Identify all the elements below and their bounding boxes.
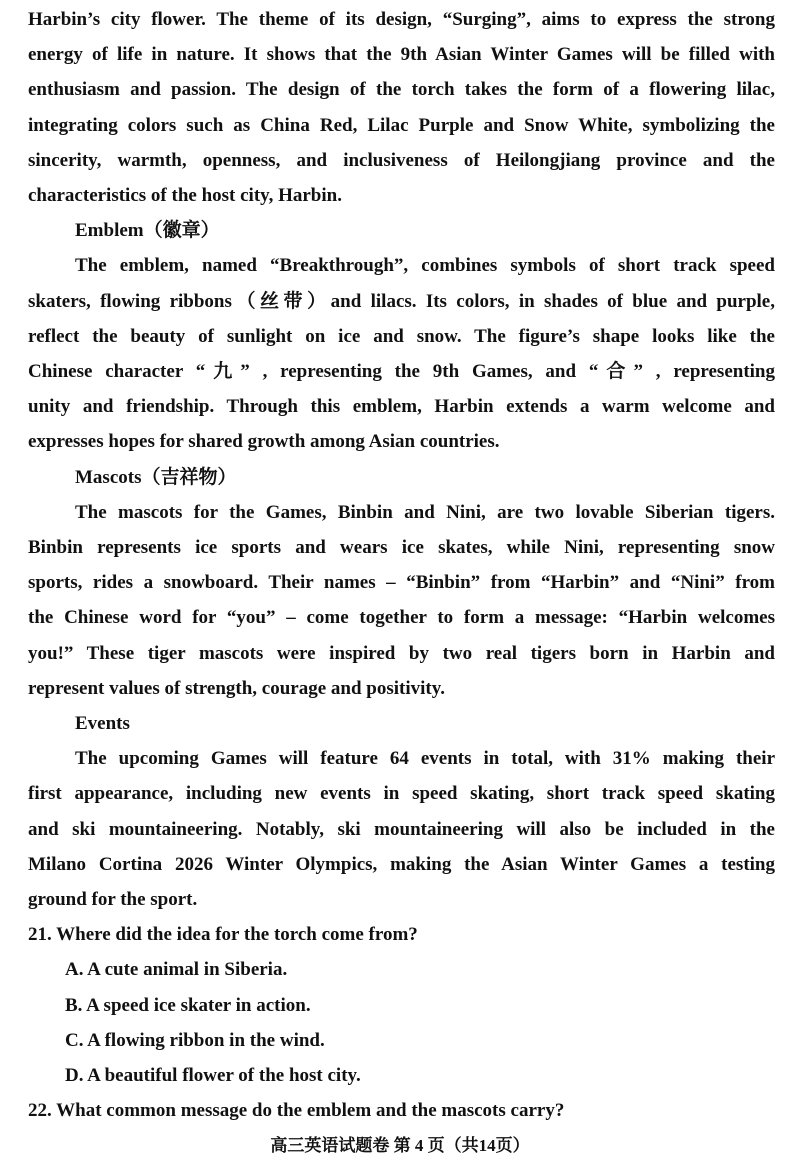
- question-text: 22. What common message do the emblem and the mascots carry?: [28, 1100, 565, 1122]
- page-footer: 高三英语试题卷 第 4 页（共14页）: [270, 1136, 530, 1155]
- paragraph-line: expresses hopes for shared growth among Asian countries.: [28, 431, 500, 453]
- paragraph-line: The emblem, named “Breakthrough”, combines symbols of short track speed: [75, 255, 775, 277]
- paragraph-line: skaters, flowing ribbons（丝带）and lilacs. Its colors, in shades of blue and purple,: [28, 290, 775, 312]
- paragraph-line: energy of life in nature. It shows that the 9th Asian Winter Games will be filled with: [28, 44, 775, 66]
- paragraph-line: The mascots for the Games, Binbin and Nini, are two lovable Siberian tigers.: [75, 501, 775, 523]
- paragraph-line: Binbin represents ice sports and wears ice skates, while Nini, representing snow: [28, 537, 775, 558]
- answer-option: C. A flowing ribbon in the wind.: [65, 1029, 325, 1051]
- paragraph-line: first appearance, including new events in speed skating, short track speed skating: [28, 783, 775, 805]
- answer-option: D. A beautiful flower of the host city.: [65, 1065, 361, 1086]
- paragraph-line: Harbin’s city flower. The theme of its design, “Surging”, aims to express the strong: [28, 9, 775, 30]
- paragraph-line: characteristics of the host city, Harbin.: [28, 185, 342, 206]
- paragraph-line: you!” These tiger mascots were inspired by two real tigers born in Harbin and: [28, 642, 775, 664]
- answer-option: A. A cute animal in Siberia.: [65, 959, 288, 981]
- paragraph-line: enthusiasm and passion. The design of the torch takes the form of a flowering lilac,: [28, 79, 775, 101]
- paragraph-line: sincerity, warmth, openness, and inclusiveness of Heilongjiang province and the: [28, 149, 775, 171]
- paragraph-line: and ski mountaineering. Notably, ski mountaineering will also be included in the: [28, 818, 775, 840]
- paragraph-line: Milano Cortina 2026 Winter Olympics, making the Asian Winter Games a testing: [28, 853, 775, 875]
- answer-option: B. A speed ice skater in action.: [65, 994, 311, 1016]
- paragraph-line: represent values of strength, courage and positivity.: [28, 677, 445, 699]
- paragraph-line: sports, rides a snowboard. Their names – “Binbin” from “Harbin” and “Nini” from: [28, 572, 775, 594]
- question-text: 21. Where did the idea for the torch come from?: [28, 924, 418, 946]
- section-heading: Events: [75, 713, 130, 734]
- paragraph-line: The upcoming Games will feature 64 events in total, with 31% making their: [75, 748, 775, 770]
- paragraph-line: unity and friendship. Through this emblem, Harbin extends a warm welcome and: [28, 396, 775, 418]
- paragraph-line: reflect the beauty of sunlight on ice and snow. The figure’s shape looks like the: [28, 325, 775, 347]
- section-heading: Emblem（徽章）: [75, 220, 220, 242]
- paragraph-line: integrating colors such as China Red, Lilac Purple and Snow White, symbolizing the: [28, 114, 775, 136]
- paragraph-line: ground for the sport.: [28, 889, 198, 910]
- paragraph-line: the Chinese word for “you” – come together to form a message: “Harbin welcomes: [28, 607, 775, 629]
- section-heading: Mascots（吉祥物）: [75, 466, 237, 488]
- paragraph-line: Chinese character “九” , representing the 9th Games, and “合” , representing: [28, 361, 775, 382]
